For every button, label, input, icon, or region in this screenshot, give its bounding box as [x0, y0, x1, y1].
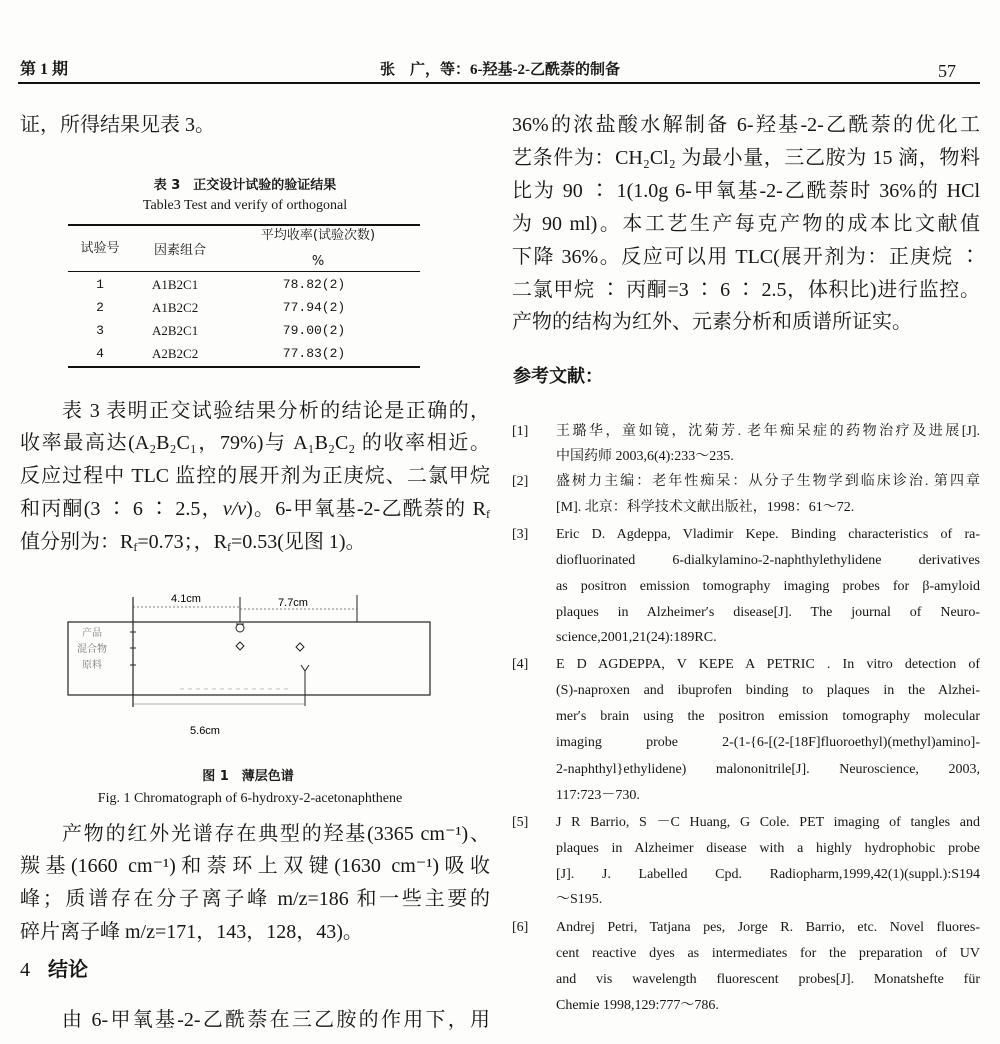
- table-cell: A2B2C1: [152, 323, 199, 338]
- reference-line: Chemie 1998,129:777～786.: [556, 998, 719, 1013]
- subscript: f: [486, 507, 490, 521]
- table-cell: 3: [96, 323, 104, 338]
- table-header-combination: 因素组合: [153, 243, 207, 258]
- subscript: f: [133, 540, 138, 554]
- running-title: 张 广，等：6-羟基-2-乙酰萘的制备: [380, 62, 620, 78]
- table-header-run: 试验号: [80, 241, 120, 256]
- table-header-yield: 平均收率(试验次数): [260, 228, 376, 243]
- figure-caption-cn: 图 1 薄层色谱: [202, 769, 294, 784]
- spot-material: [301, 665, 309, 671]
- body-line: 为 90 ml)。本工艺生产每克产物的成本比文献值: [512, 213, 980, 235]
- table-cell: 77.83(2): [282, 346, 346, 361]
- reference-line: Eric D. Agdeppa, Vladimir Kepe. Binding characteristics of ra-: [556, 527, 980, 542]
- reference-number: [6]: [512, 920, 529, 935]
- reference-line: Andrej Petri, Tatjana pes, Jorge R. Barrio, etc. Novel fluores-: [556, 920, 980, 935]
- reference-line: 王璐华，童如镜，沈菊芳. 老年痴呆症的药物治疗及进展[J].: [556, 424, 980, 439]
- tlc-diagram: [60, 585, 440, 745]
- reference-line: [J]. J. Labelled Cpd. Radiopharm,1999,42(1)(suppl.):S194: [556, 867, 980, 882]
- reference-line: and vis wavelength fluorescent probes[J]. Monatshefte für: [556, 972, 980, 987]
- reference-line: 2-naphthyl}ethylidene) malononitrile[J]. Neuroscience, 2003,: [556, 762, 980, 777]
- text-segment: 值分别为：R: [20, 531, 134, 553]
- section-title: 结论: [48, 959, 88, 981]
- body-line: 36%的浓盐酸水解制备 6-羟基-2-乙酰萘的优化工: [512, 114, 980, 136]
- table-cell: A1B2C1: [152, 277, 199, 292]
- ratio-unit: v/v: [222, 498, 247, 520]
- results-table: [68, 222, 420, 370]
- subscript: f: [226, 540, 231, 554]
- body-line: 反应过程中 TLC 监控的展开剂为正庚烷、二氯甲烷: [20, 465, 490, 487]
- reference-line: [M]. 北京：科学技术文献出版社，1998：61～72.: [556, 500, 855, 515]
- body-line: 二氯甲烷 ∶ 丙酮=3 ∶ 6 ∶ 2.5，体积比)进行监控。: [512, 279, 980, 301]
- reference-number: [1]: [512, 424, 529, 439]
- body-line: 艺条件为：CH₂Cl₂ 为最小量，三乙胺为 15 滴，物料: [512, 147, 980, 169]
- table-cell: A1B2C2: [152, 300, 199, 315]
- reference-number: [4]: [512, 657, 529, 672]
- reference-line: E D AGDEPPA, V KEPE A PETRIC . In vitro detection of: [556, 657, 980, 672]
- reference-line: science,2001,21(24):189RC.: [556, 630, 717, 645]
- reference-line: as positron emission tomography imaging probes for β-amyloid: [556, 579, 980, 594]
- body-line: 峰；质谱存在分子离子峰 m/z=186 和一些主要的: [20, 888, 490, 910]
- lane-label-mixture: 混合物: [77, 644, 107, 655]
- body-line: 比为 90 ∶ 1(1.0g 6-甲氧基-2-乙酰萘时 36%的 HCl: [512, 180, 980, 202]
- table-cell: 4: [96, 346, 104, 361]
- table-cell: 78.82(2): [282, 277, 346, 292]
- table-cell: 2: [96, 300, 104, 315]
- reference-line: 盛树力主编：老年性痴呆：从分子生物学到临床诊治. 第四章: [556, 474, 980, 489]
- page-number: 57: [938, 61, 956, 81]
- reference-line: mer′s brain using the positron emission tomography molecular: [556, 709, 980, 724]
- table-bottom-rule: [68, 366, 420, 368]
- reference-line: plaques in Alzheimer′s disease[J]. The journal of Neuro-: [556, 605, 980, 620]
- table-caption-cn: 表 3 正交设计试验的验证结果: [153, 178, 337, 193]
- reference-line: 117:723－730.: [556, 788, 640, 803]
- tlc-plate: [68, 622, 430, 695]
- table-header-rule: [68, 271, 420, 272]
- table-header-unit: %: [311, 254, 325, 269]
- reference-number: [2]: [512, 474, 529, 489]
- text-segment: 和丙酮(3 ∶ 6 ∶ 2.5，: [20, 498, 223, 520]
- references-heading: 参考文献：: [513, 366, 603, 386]
- body-line: 由 6-甲氧基-2-乙酰萘在三乙胺的作用下，用: [62, 1009, 490, 1031]
- table-top-rule: [68, 224, 420, 226]
- reference-line: J R Barrio, S －C Huang, G Cole. PET imaging of tangles and: [556, 815, 980, 830]
- reference-number: [5]: [512, 815, 529, 830]
- table-cell: 79.00(2): [282, 323, 346, 338]
- lane-label-material: 原料: [82, 660, 102, 671]
- body-line: 下降 36%。反应可以用 TLC(展开剂为：正庚烷 ∶: [512, 246, 980, 268]
- body-line: 产物的结构为红外、元素分析和质谱所证实。: [512, 311, 912, 333]
- issue-label: 第 1 期: [20, 61, 69, 78]
- body-line: 产物的红外光谱存在典型的羟基(3365 cm⁻¹)、: [62, 823, 490, 845]
- body-line: [20, 528, 490, 556]
- text-segment: =0.53(见图 1)。: [230, 531, 366, 553]
- lane-label-product: 产品: [82, 628, 102, 639]
- table-caption-en: Table3 Test and verify of orthogonal: [142, 198, 348, 213]
- reference-line: ～S195.: [556, 892, 603, 907]
- dimension-label-a: 4.1cm: [171, 593, 201, 605]
- dimension-label-b: 7.7cm: [278, 597, 308, 609]
- body-line: 收率最高达(A₂B₂C₁，79%)与 A₁B₂C₂ 的收率相近。: [20, 432, 490, 454]
- body-line: 证，所得结果见表 3。: [20, 114, 215, 136]
- table-cell: 1: [96, 277, 104, 292]
- reference-line: cent reactive dyes as intermediates for the preparation of UV: [556, 946, 980, 961]
- reference-line: imaging probe 2-(1-{6-[(2-[18F]fluoroethyl)(methyl)amino]-: [556, 735, 980, 750]
- body-line: 碎片离子峰 m/z=171，143，128，43)。: [20, 921, 363, 943]
- figure-caption-en: Fig. 1 Chromatograph of 6-hydroxy-2-acetonaphthene: [97, 791, 403, 806]
- reference-line: diofluorinated 6-dialkylamino-2-naphthylethylidene derivatives: [556, 553, 980, 568]
- body-line: 表 3 表明正交试验结果分析的结论是正确的，: [62, 400, 490, 422]
- text-segment: )。6-甲氧基-2-乙酰萘的 R: [246, 498, 486, 520]
- text-segment: =0.73；，R: [137, 531, 227, 553]
- reference-line: plaques in Alzheimer disease with a highly hydrophobic probe: [556, 841, 980, 856]
- header-rule: [18, 82, 980, 84]
- section-number: 4: [20, 959, 30, 981]
- spot-product: [236, 624, 244, 632]
- reference-number: [3]: [512, 527, 529, 542]
- spot-mixture-b: [296, 643, 304, 651]
- spot-mixture-a: [236, 642, 244, 650]
- body-line: 羰基(1660 cm⁻¹)和萘环上双键(1630 cm⁻¹)吸收: [20, 855, 490, 877]
- table-cell: 77.94(2): [282, 300, 346, 315]
- reference-line: 中国药师 2003,6(4):233～235.: [556, 449, 734, 464]
- dimension-label-c: 5.6cm: [190, 725, 220, 737]
- table-cell: A2B2C2: [152, 346, 199, 361]
- reference-line: (S)-naproxen and ibuprofen binding to plaques in the Alzhei-: [556, 683, 980, 698]
- body-line: [20, 495, 490, 523]
